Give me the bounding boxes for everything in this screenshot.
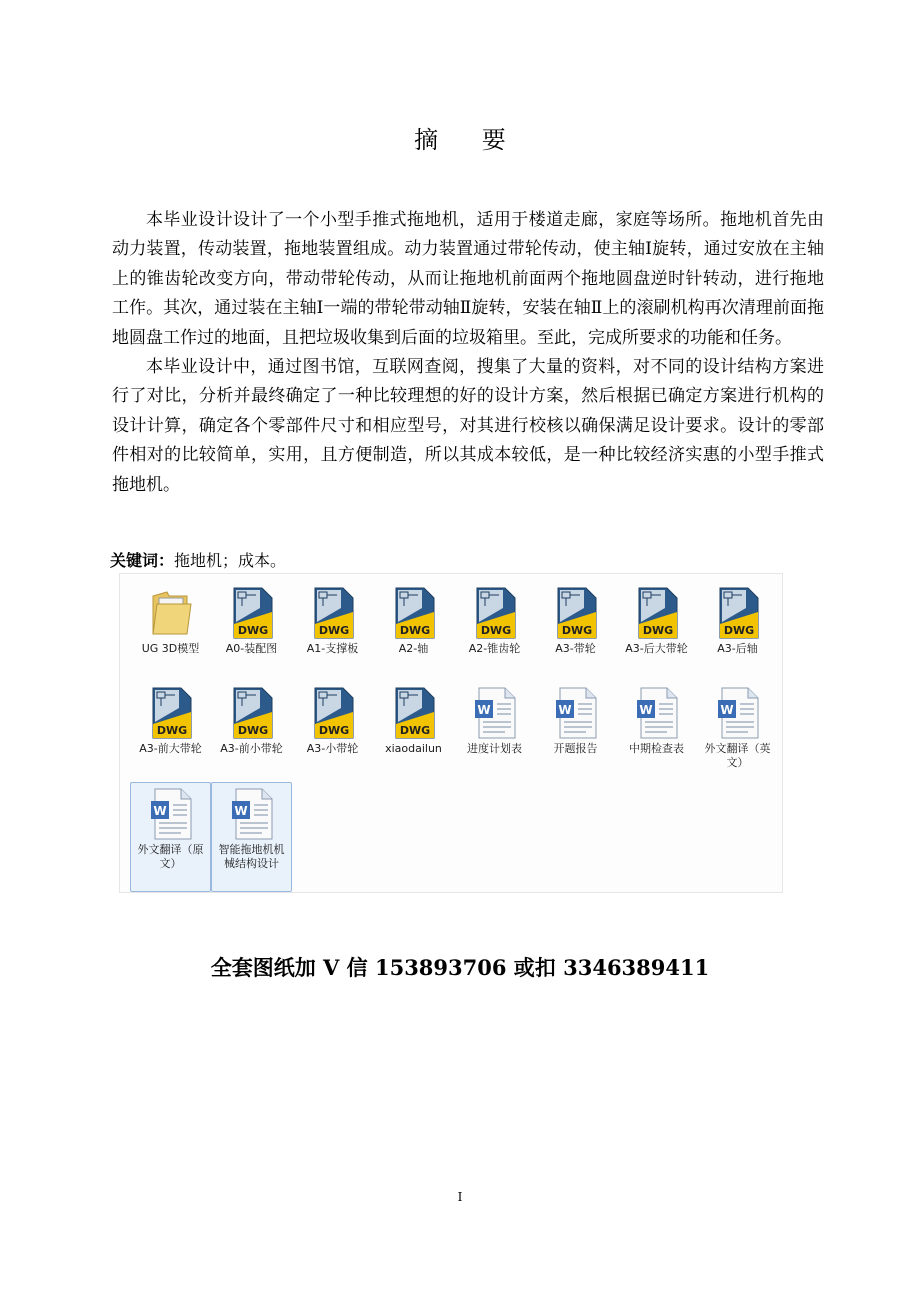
word-document-icon [633, 686, 681, 740]
file-item[interactable] [697, 582, 778, 674]
dwg-file-icon [390, 686, 438, 740]
svg-text:W: W [557, 703, 572, 717]
dwg-file-icon [390, 586, 438, 640]
file-item[interactable] [373, 682, 454, 774]
svg-text:W: W [152, 804, 167, 818]
svg-text:W: W [719, 703, 734, 717]
file-label: A3-前大带轮 [139, 742, 202, 755]
file-label: A3-带轮 [555, 642, 596, 655]
svg-text:W: W [476, 703, 491, 717]
dwg-file-icon [228, 686, 276, 740]
file-item[interactable] [535, 682, 616, 774]
file-item[interactable] [697, 682, 778, 774]
file-item[interactable] [211, 582, 292, 674]
dwg-file-icon [309, 686, 357, 740]
folder-icon [147, 586, 195, 640]
svg-text:DWG: DWG [399, 724, 430, 737]
svg-text:DWG: DWG [480, 624, 511, 637]
svg-text:DWG: DWG [642, 624, 673, 637]
svg-text:W: W [233, 804, 248, 818]
file-item[interactable] [211, 682, 292, 774]
file-item[interactable] [454, 582, 535, 674]
word-document-icon [714, 686, 762, 740]
file-label: A3-小带轮 [306, 742, 359, 755]
dwg-file-icon [714, 586, 762, 640]
file-explorer-screenshot [119, 573, 783, 893]
file-label: UG 3D模型 [141, 642, 200, 655]
svg-text:DWG: DWG [561, 624, 592, 637]
dwg-file-icon [147, 686, 195, 740]
svg-text:DWG: DWG [237, 624, 268, 637]
file-grid [130, 582, 786, 892]
page-title: 摘 要 [414, 126, 524, 154]
file-label: xiaodailun [385, 742, 442, 755]
abstract-body [112, 206, 824, 500]
file-label: 进度计划表 [467, 742, 522, 755]
file-label: 中期检查表 [629, 742, 684, 755]
file-label: 外文翻译（英文） [704, 742, 771, 769]
file-label: A1-支撑板 [306, 642, 359, 655]
file-item[interactable] [292, 582, 373, 674]
svg-text:DWG: DWG [318, 724, 349, 737]
svg-text:W: W [638, 703, 653, 717]
svg-text:DWG: DWG [723, 624, 754, 637]
svg-text:DWG: DWG [399, 624, 430, 637]
file-label: 外文翻译（原文） [137, 843, 204, 870]
file-label: A2-轴 [398, 642, 429, 655]
file-label: A0-装配图 [225, 642, 278, 655]
file-item[interactable] [211, 782, 292, 892]
abstract-paragraph-1: 本毕业设计设计了一个小型手推式拖地机，适用于楼道走廊，家庭等场所。拖地机首先由动力装置，传动装置，拖地装置组成。动力装置通过带轮传动，使主轴Ⅰ旋转，通过安放在主轴上的锥齿轮改变方向，带动带轮传动，从而让拖地机前面两个拖地圆盘逆时针转动，进行拖地工作。其次，通过装在主轴Ⅰ一端的带轮带动轴Ⅱ旋转，安装在轴Ⅱ上的滚刷机构再次清理前面拖地圆盘工作过的地面，且把垃圾收集到后面的垃圾箱里。至此，完成所要求的功能和任务。 [112, 210, 824, 348]
dwg-file-icon [228, 586, 276, 640]
file-label: 智能拖地机机械结构设计 [218, 843, 285, 870]
abstract-paragraph-2: 本毕业设计中，通过图书馆，互联网查阅，搜集了大量的资料，对不同的设计结构方案进行了对比，分析并最终确定了一种比较理想的好的设计方案，然后根据已确定方案进行机构的设计计算，确定各个零部件尺寸和相应型号，对其进行校核以确保满足设计要求。设计的零部件相对的比较简单，实用，且方便制造，所以其成本较低，是一种比较经济实惠的小型手推式拖地机。 [112, 357, 824, 495]
word-document-icon [147, 787, 195, 841]
word-document-icon [552, 686, 600, 740]
word-document-icon [471, 686, 519, 740]
svg-text:DWG: DWG [237, 724, 268, 737]
word-document-icon [228, 787, 276, 841]
dwg-file-icon [633, 586, 681, 640]
file-label: A3-前小带轮 [220, 742, 283, 755]
file-item[interactable] [373, 582, 454, 674]
dwg-file-icon [552, 586, 600, 640]
file-item[interactable] [616, 582, 697, 674]
file-item[interactable] [535, 582, 616, 674]
file-item[interactable] [616, 682, 697, 774]
svg-text:DWG: DWG [318, 624, 349, 637]
dwg-file-icon [309, 586, 357, 640]
contact-stamp: 全套图纸加 V 信 153893706 或扣 3346389411 [210, 955, 710, 980]
file-item[interactable] [454, 682, 535, 774]
page-number: I [457, 1190, 463, 1204]
file-label: 开题报告 [553, 742, 598, 755]
file-label: A3-后大带轮 [625, 642, 688, 655]
dwg-file-icon [471, 586, 519, 640]
file-item[interactable] [130, 582, 211, 674]
keywords-line [110, 548, 286, 571]
svg-text:DWG: DWG [156, 724, 187, 737]
keywords-value: 拖地机；成本。 [174, 551, 287, 570]
file-item[interactable] [130, 782, 211, 892]
file-item[interactable] [292, 682, 373, 774]
file-item[interactable] [130, 682, 211, 774]
file-label: A3-后轴 [717, 642, 758, 655]
file-label: A2-锥齿轮 [468, 642, 521, 655]
keywords-label: 关键词： [110, 551, 175, 570]
